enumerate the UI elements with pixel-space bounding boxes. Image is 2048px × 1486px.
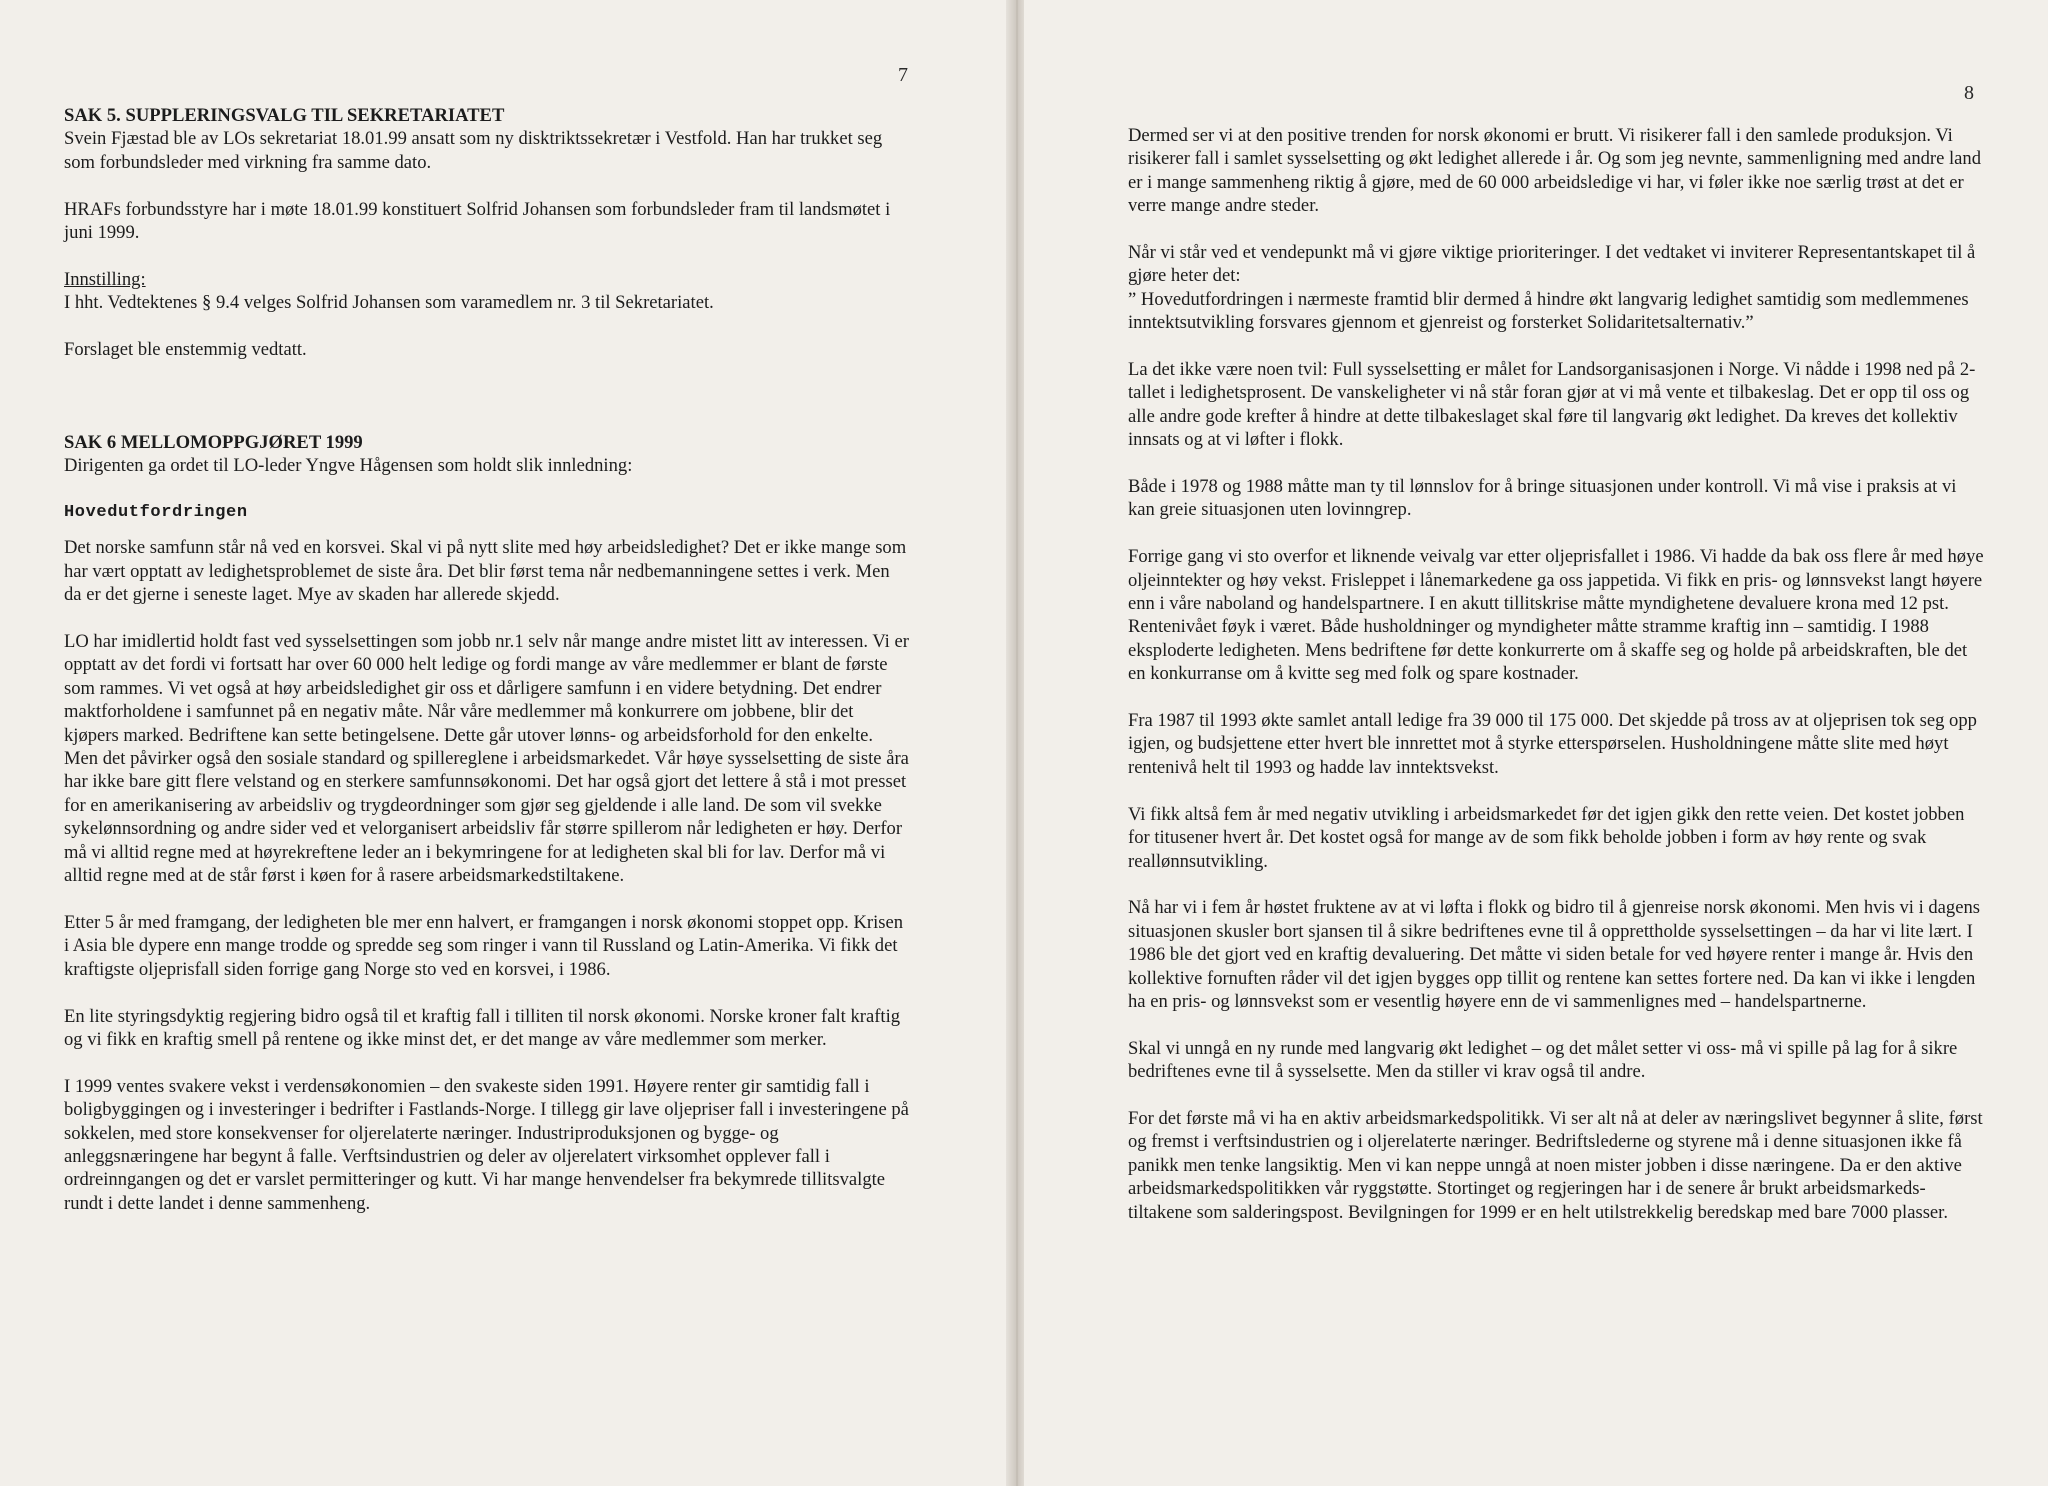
forslaget-vedtatt: Forslaget ble enstemmig vedtatt. (64, 339, 307, 361)
page-number-right: 8 (1964, 82, 1974, 104)
innstilling-label: Innstilling: (64, 268, 146, 290)
vedtak-quote: ” Hovedutfordringen i nærmeste framtid blir dermed å hindre økt langvarig ledighet samtidig som medlemmenes inntektsutvikling forsvares gjennom et gjenreist og forsterket Solidaritetsalternativ.” (1128, 288, 1969, 334)
left-paragraph: LO har imidlertid holdt fast ved sysselsettingen som jobb nr.1 selv når mange andre mistet litt av interessen. Vi er opptatt av det fordi vi fortsatt har over 60 000 helt ledige og fordi mange av våre medlemmer er blant de første som rammes. Vi vet også at høy arbeidsledighet gir oss et dårligere samfunn i en videre betydning. Det endrer maktforholdene i samfunnet på en negativ måte. Når våre medlemmer må konkurrere om jobbene, blir det kjøpers marked. Bedriftene kan sette betingelsene. Dette går utover lønns- og arbeidsforhold for den enkelte. Men det påvirker også den sosiale standard og spillereglene i arbeidsmarkedet. Vår høye sysselsetting de siste åra har ikke bare gitt flere velstand og en sterkere samfunnsøkonomi. Det har også gjort det lettere å stå i mot presset for en amerikanisering av arbeidsliv og trygdeordninger som gjør seg gjeldende i alle land. De som vil svekke sykelønnsordning og andre sider ved et velorganisert arbeidsliv får større spillerom når ledigheten er høy. Derfor må vi alltid regne med at høyrekreftene leder an i bekymringene for at ledigheten skal bli for lav. Derfor må vi alltid regne med at de står først i køen for å rasere arbeidsmarkedstiltakene. (64, 631, 909, 887)
sak5-paragraph-1: Svein Fjæstad ble av LOs sekretariat 18.01.99 ansatt som ny disktriktssekretær i Vestfold. Han har trukket seg som forbundsleder med virkning fra samme dato. (64, 128, 883, 173)
section-spacer (64, 385, 910, 431)
right-paragraph: Vi fikk altså fem år med negativ utvikling i arbeidsmarkedet før det igjen gikk den rette veien. Det kostet jobben for titusener hvert år. Det kostet også for mange av de som fikk beholde jobben i form av høy rente og svak reallønnsutvikling. (1128, 803, 1965, 872)
right-paragraph-2a: Når vi står ved et vendepunkt må vi gjøre viktige prioriteringer. I det vedtaket vi inviterer Representantskapet til å gjøre heter det: (1128, 242, 1976, 287)
sak5-paragraph-2: HRAFs forbundsstyre har i møte 18.01.99 konstituert Solfrid Johansen som forbundsleder fram til landsmøtet i juni 1999. (64, 198, 891, 244)
right-column (1128, 124, 1984, 1247)
right-paragraph: Forrige gang vi sto overfor et liknende veivalg var etter oljeprisfallet i 1986. Vi hadde da bak oss flere år med høye oljeinntekter og høy vekst. Frisleppet i lånemarkedene ga oss jappetida. Vi fikk en pris- og lønnsvekst langt høyere enn i våre naboland og handelspartnere. I en akutt tillitskrise måtte myndighetene devaluere krona med 12 pst. Rentenivået føyk i været. Både husholdninger og myndigheter måtte stramme kraftig inn – samtidig. I 1988 eksploderte ledigheten. Mens bedriftene før dette konkurrerte om å skaffe seg og holde på arbeidskraften, ble det en konkurranse om å kvitte seg med folk og spare kostnader. (1128, 546, 1984, 685)
innstilling-text: I hht. Vedtektenes § 9.4 velges Solfrid Johansen som varamedlem nr. 3 til Sekretariatet. (64, 292, 714, 314)
right-paragraph: For det første må vi ha en aktiv arbeidsmarkedspolitikk. Vi ser alt nå at deler av næringslivet begynner å slite, først og fremst i verftsindustrien og i oljerelaterte næringer. Bedriftslederne og styrene må i denne situasjonen ikke få panikk men tenke langsiktig. Men vi kan neppe unngå at noen mister jobben i disse næringene. Da er den aktive arbeidsmarkedspolitikken vår ryggstøtte. Stortinget og regjeringen har i de senere år brukt arbeidsmarkeds-tiltakene som salderingspost. Bevilgningen for 1999 er en helt utilstrekkelig beredskap med bare 7000 plasser. (1128, 1107, 1983, 1223)
right-paragraph: Fra 1987 til 1993 økte samlet antall ledige fra 39 000 til 175 000. Det skjedde på tross av at oljeprisen tok seg opp igjen, og budsjettene etter hvert ble innrettet mot å styrke etterspørselen. Husholdningene måtte slite med høyt rentenivå helt til 1993 og hadde lav inntektsvekst. (1128, 710, 1977, 778)
left-paragraph: Etter 5 år med framgang, der ledigheten ble mer enn halvert, er framgangen i norsk økonomi stoppet opp. Krisen i Asia ble dypere enn mange trodde og spredde seg som ringer i vann til Russland og Latin-Amerika. Vi fikk det kraftigste oljeprisfall siden forrige gang Norge sto ved en korsvei, i 1986. (64, 911, 904, 980)
left-paragraph: I 1999 ventes svakere vekst i verdensøkonomien – den svakeste siden 1991. Høyere renter gir samtidig fall i boligbyggingen og i investeringer i bedrifter i Fastlands-Norge. I tillegg gir lave oljepriser fall i investeringene på sokkelen, med store konsekvenser for oljerelaterte næringer. Industriproduksjonen og bygge- og anleggsnæringene har begynt å falle. Verftsindustrien og deler av oljerelatert virksomhet opplever fall i ordreinngangen og det er varslet permitteringer og kutt. Vi har mange henvendelser fra bekymrede tillitsvalgte rundt i dette landet i denne sammenheng. (64, 1075, 909, 1214)
left-page (0, 0, 1010, 1486)
sak6-heading: SAK 6 MELLOMOPPGJØRET 1999 (64, 431, 363, 453)
left-column (64, 104, 910, 1239)
sak6-intro: Dirigenten ga ordet til LO-leder Yngve Hågensen som holdt slik innledning: (64, 455, 633, 477)
page-number-left: 7 (898, 64, 908, 86)
hovedutfordringen-heading: Hovedutfordringen (64, 503, 248, 523)
left-paragraph: Det norske samfunn står nå ved en korsvei. Skal vi på nytt slite med høy arbeidsledighet? Det er ikke mange som har vært opptatt av ledighetsproblemet de siste åra. Det blir først tema når nedbemanningene settes i verk. Men da er det gjerne i seneste laget. Mye av skaden har allerede skjedd. (64, 537, 907, 606)
right-paragraph: Skal vi unngå en ny runde med langvarig økt ledighet – og det målet setter vi oss- må vi spille på lag for å sikre bedriftenes evne til å sysselsette. Men da stiller vi krav også til andre. (1128, 1037, 1958, 1083)
right-page (1024, 0, 2048, 1486)
left-paragraph: En lite styringsdyktig regjering bidro også til et kraftig fall i tilliten til norsk økonomi. Norske kroner falt kraftig og vi fikk en kraftig smell på rentene og ikke minst det, er det mange av våre medlemmer som merker. (64, 1005, 901, 1050)
sak5-heading: SAK 5. SUPPLERINGSVALG TIL SEKRETARIATET (64, 105, 505, 126)
right-paragraph-1: Dermed ser vi at den positive trenden for norsk økonomi er brutt. Vi risikerer fall i den samlede produksjon. Vi risikerer fall i samlet sysselsetting og økt ledighet allerede i år. Og som jeg nevnte, sammenligning med andre land er i mange sammenheng riktig å gjøre, med de 60 000 arbeidsledige vi har, vi føler ikke noe særlig trøst at det er verre mange andre steder. (1128, 125, 1982, 217)
right-paragraph: La det ikke være noen tvil: Full sysselsetting er målet for Landsorganisasjonen i Norge. Vi nådde i 1998 ned på 2-tallet i ledighetsprosent. De vanskeligheter vi nå står foran gjør at vi må vente et tilbakeslag. Det er opp til oss og alle andre gode krefter å hindre at dette tilbakeslaget skal føre til langvarig økt ledighet. Da kreves det kollektiv innsats og at vi løfter i flokk. (1128, 359, 1976, 451)
right-paragraph: Både i 1978 og 1988 måtte man ty til lønnslov for å bringe situasjonen under kontroll. Vi må vise i praksis at vi kan greie situasjonen uten lovinngrep. (1128, 476, 1957, 521)
right-paragraph: Nå har vi i fem år høstet fruktene av at vi løfta i flokk og bidro til å gjenreise norsk økonomi. Men hvis vi i dagens situasjonen skusler bort sjansen til å sikre bedriftenes evne til å opprettholde sysselsettingen – da har vi lite lært. I 1986 ble det gjort ved en kraftig devaluering. Det måtte vi siden betale for ved høyere renter i mange år. Hvis den kollektive fornuften råder vil det igjen bygges opp tillit og rentene kan settes fortere ned. Da kan vi ikke i lengden ha en pris- og lønnsvekst som er vesentlig høyere enn de vi sammenlignes med – handelspartnerne. (1128, 897, 1981, 1012)
